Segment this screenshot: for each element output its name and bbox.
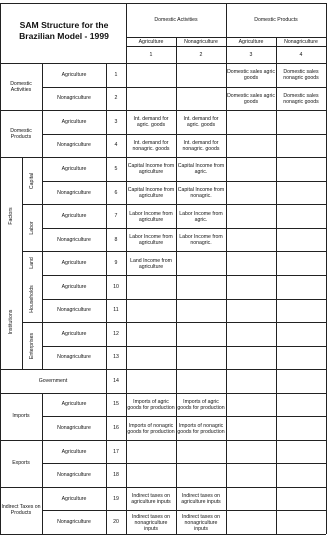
- table-cell: Capital Income from agric.: [177, 163, 225, 176]
- table-cell: [277, 276, 325, 299]
- row-number: 7: [114, 213, 118, 220]
- table-cell: [177, 441, 225, 464]
- table-cell: [227, 488, 275, 511]
- table-cell: [177, 88, 225, 111]
- table-cell: Capital Income from agriculture: [127, 163, 175, 176]
- row-group-institutions: Institutions: [8, 309, 14, 335]
- table-cell: [227, 182, 275, 205]
- row-label: Nonagriculture: [57, 472, 91, 479]
- table-cell: Imports of nonagric goods for production: [177, 422, 225, 435]
- sub-group-enterprises: Enterprises: [29, 332, 35, 359]
- table-cell: [277, 370, 325, 393]
- table-cell: [227, 300, 275, 323]
- table-cell: [277, 323, 325, 346]
- table-cell: [227, 511, 275, 534]
- table-cell: [277, 135, 325, 158]
- row-group-factors: Factors: [8, 207, 14, 225]
- row-number: 5: [114, 165, 118, 172]
- table-cell: Indirect taxes on nonagriculture inputs: [181, 513, 221, 532]
- table-cell: Labor Income from agriculture: [129, 210, 173, 223]
- row-number: 4: [114, 142, 118, 149]
- row-number: 1: [114, 71, 118, 78]
- table-cell: Domestic sales agric goods: [227, 92, 275, 105]
- row-label: Nonagriculture: [57, 142, 91, 149]
- row-group-indirect-taxes: Indirect Taxes on Products: [1, 504, 41, 517]
- row-number: 8: [114, 236, 118, 243]
- table-cell: Land Income from agriculture: [130, 257, 172, 270]
- col-header: Nonagriculture: [284, 38, 318, 45]
- table-cell: Capital Income from agriculture: [127, 187, 175, 200]
- sub-group-capital: Capital: [29, 172, 35, 189]
- table-cell: Domestic sales nonagric goods: [283, 92, 319, 105]
- row-group-domestic-products: Domestic Products: [10, 127, 32, 140]
- grid-line: [326, 3, 327, 534]
- col-number: 1: [149, 51, 153, 58]
- grid-line: [0, 534, 326, 535]
- row-group-imports: Imports: [12, 413, 30, 420]
- col-group-domestic-activities: Domestic Activities: [154, 17, 198, 23]
- table-cell: [227, 135, 275, 158]
- row-number: 12: [113, 330, 119, 337]
- row-label: Agriculture: [61, 495, 87, 502]
- row-number: 13: [113, 354, 119, 361]
- table-cell: Indirect taxes on agriculture inputs: [131, 493, 171, 506]
- table-cell: Indirect taxes on agriculture inputs: [181, 493, 221, 506]
- table-cell: [277, 417, 325, 440]
- grid-line: [22, 157, 23, 369]
- table-cell: [227, 394, 275, 417]
- table-cell: [227, 276, 275, 299]
- grid-line: [22, 204, 42, 205]
- table-cell: [177, 347, 225, 370]
- row-label: Agriculture: [61, 260, 87, 267]
- col-number: 3: [249, 51, 253, 58]
- row-number: 14: [113, 377, 119, 384]
- row-group-domestic-activities: Domestic Activities: [10, 80, 32, 93]
- table-cell: [227, 252, 275, 275]
- table-cell: [277, 511, 325, 534]
- table-cell: Imports of nonagric goods for production: [127, 422, 175, 435]
- row-label: Nonagriculture: [57, 519, 91, 526]
- table-cell: Int. demand for nonagric. goods: [132, 139, 170, 152]
- table-cell: Capital Income from nonagric.: [177, 187, 225, 200]
- row-label: Nonagriculture: [57, 425, 91, 432]
- table-cell: [227, 370, 275, 393]
- row-number: 18: [113, 472, 119, 479]
- col-header: Agriculture: [238, 38, 264, 45]
- row-label: Agriculture: [61, 118, 87, 125]
- row-label: Government: [38, 377, 68, 384]
- row-label: Agriculture: [61, 448, 87, 455]
- grid-line: [22, 322, 42, 323]
- table-cell: [227, 111, 275, 134]
- table-cell: [277, 394, 325, 417]
- table-cell: Labor Income from agriculture: [129, 234, 173, 247]
- table-cell: Labor Income from agric.: [179, 210, 223, 223]
- table-cell: Int. demand for nonagric. goods: [182, 139, 220, 152]
- table-cell: Int. demand for agric. goods: [133, 116, 169, 129]
- row-label: Nonagriculture: [57, 189, 91, 196]
- table-cell: [227, 323, 275, 346]
- row-number: 11: [113, 307, 119, 314]
- row-number: 17: [113, 448, 119, 455]
- row-number: 6: [114, 189, 118, 196]
- row-number: 3: [114, 118, 118, 125]
- sub-group-households: Households: [29, 284, 35, 313]
- row-label: Agriculture: [61, 213, 87, 220]
- row-label: Agriculture: [61, 283, 87, 290]
- table-cell: [127, 323, 175, 346]
- table-cell: [277, 229, 325, 252]
- table-cell: [127, 88, 175, 111]
- row-label: Nonagriculture: [57, 95, 91, 102]
- table-cell: [227, 417, 275, 440]
- table-cell: [227, 229, 275, 252]
- table-cell: [177, 300, 225, 323]
- row-label: Agriculture: [61, 71, 87, 78]
- table-cell: [277, 158, 325, 181]
- table-cell: Imports of agric goods for production: [127, 398, 175, 411]
- row-label: Agriculture: [61, 401, 87, 408]
- table-cell: [227, 464, 275, 487]
- row-number: 20: [113, 519, 119, 526]
- table-cell: Imports of agric goods for production: [177, 398, 225, 411]
- table-cell: [177, 370, 225, 393]
- table-cell: [227, 347, 275, 370]
- table-cell: [277, 182, 325, 205]
- row-label: Nonagriculture: [57, 236, 91, 243]
- col-header: Agriculture: [138, 38, 164, 45]
- table-cell: [277, 441, 325, 464]
- row-group-exports: Exports: [12, 460, 30, 467]
- row-number: 10: [113, 283, 119, 290]
- row-number: 9: [114, 260, 118, 267]
- row-number: 15: [113, 401, 119, 408]
- row-number: 19: [113, 495, 119, 502]
- table-cell: Int. demand for agric. goods: [183, 116, 219, 129]
- col-header: Nonagriculture: [184, 38, 218, 45]
- table-cell: [277, 300, 325, 323]
- col-number: 4: [299, 51, 303, 58]
- table-cell: [127, 276, 175, 299]
- table-cell: [127, 441, 175, 464]
- sub-group-labor: Labor: [29, 221, 35, 235]
- table-cell: [127, 64, 175, 87]
- col-number: 2: [199, 51, 203, 58]
- table-cell: [177, 464, 225, 487]
- table-cell: [277, 111, 325, 134]
- table-cell: Domestic sales agric goods: [227, 69, 275, 82]
- row-label: Nonagriculture: [57, 307, 91, 314]
- row-number: 16: [113, 425, 119, 432]
- col-group-domestic-products: Domestic Products: [254, 17, 298, 23]
- table-cell: [127, 347, 175, 370]
- table-cell: [127, 300, 175, 323]
- row-label: Agriculture: [61, 165, 87, 172]
- table-cell: [227, 441, 275, 464]
- table-cell: Indirect taxes on nonagriculture inputs: [131, 513, 171, 532]
- table-cell: [177, 252, 225, 275]
- table-cell: [277, 464, 325, 487]
- table-cell: [127, 370, 175, 393]
- row-number: 2: [114, 95, 118, 102]
- table-cell: [277, 347, 325, 370]
- page-title: SAM Structure for the Brazilian Model - 1999: [19, 20, 109, 41]
- row-label: Nonagriculture: [57, 354, 91, 361]
- table-cell: [177, 64, 225, 87]
- grid-line: [0, 157, 42, 158]
- table-cell: [277, 205, 325, 228]
- table-cell: Domestic sales nonagric goods: [283, 69, 319, 82]
- table-cell: [177, 323, 225, 346]
- table-cell: [177, 276, 225, 299]
- table-cell: Labor Income from nonagric.: [179, 234, 223, 247]
- sub-group-land: Land: [29, 257, 35, 269]
- table-cell: [127, 464, 175, 487]
- table-cell: [227, 205, 275, 228]
- table-cell: [227, 158, 275, 181]
- grid-line: [0, 3, 1, 534]
- table-cell: [277, 488, 325, 511]
- table-cell: [277, 252, 325, 275]
- row-label: Agriculture: [61, 330, 87, 337]
